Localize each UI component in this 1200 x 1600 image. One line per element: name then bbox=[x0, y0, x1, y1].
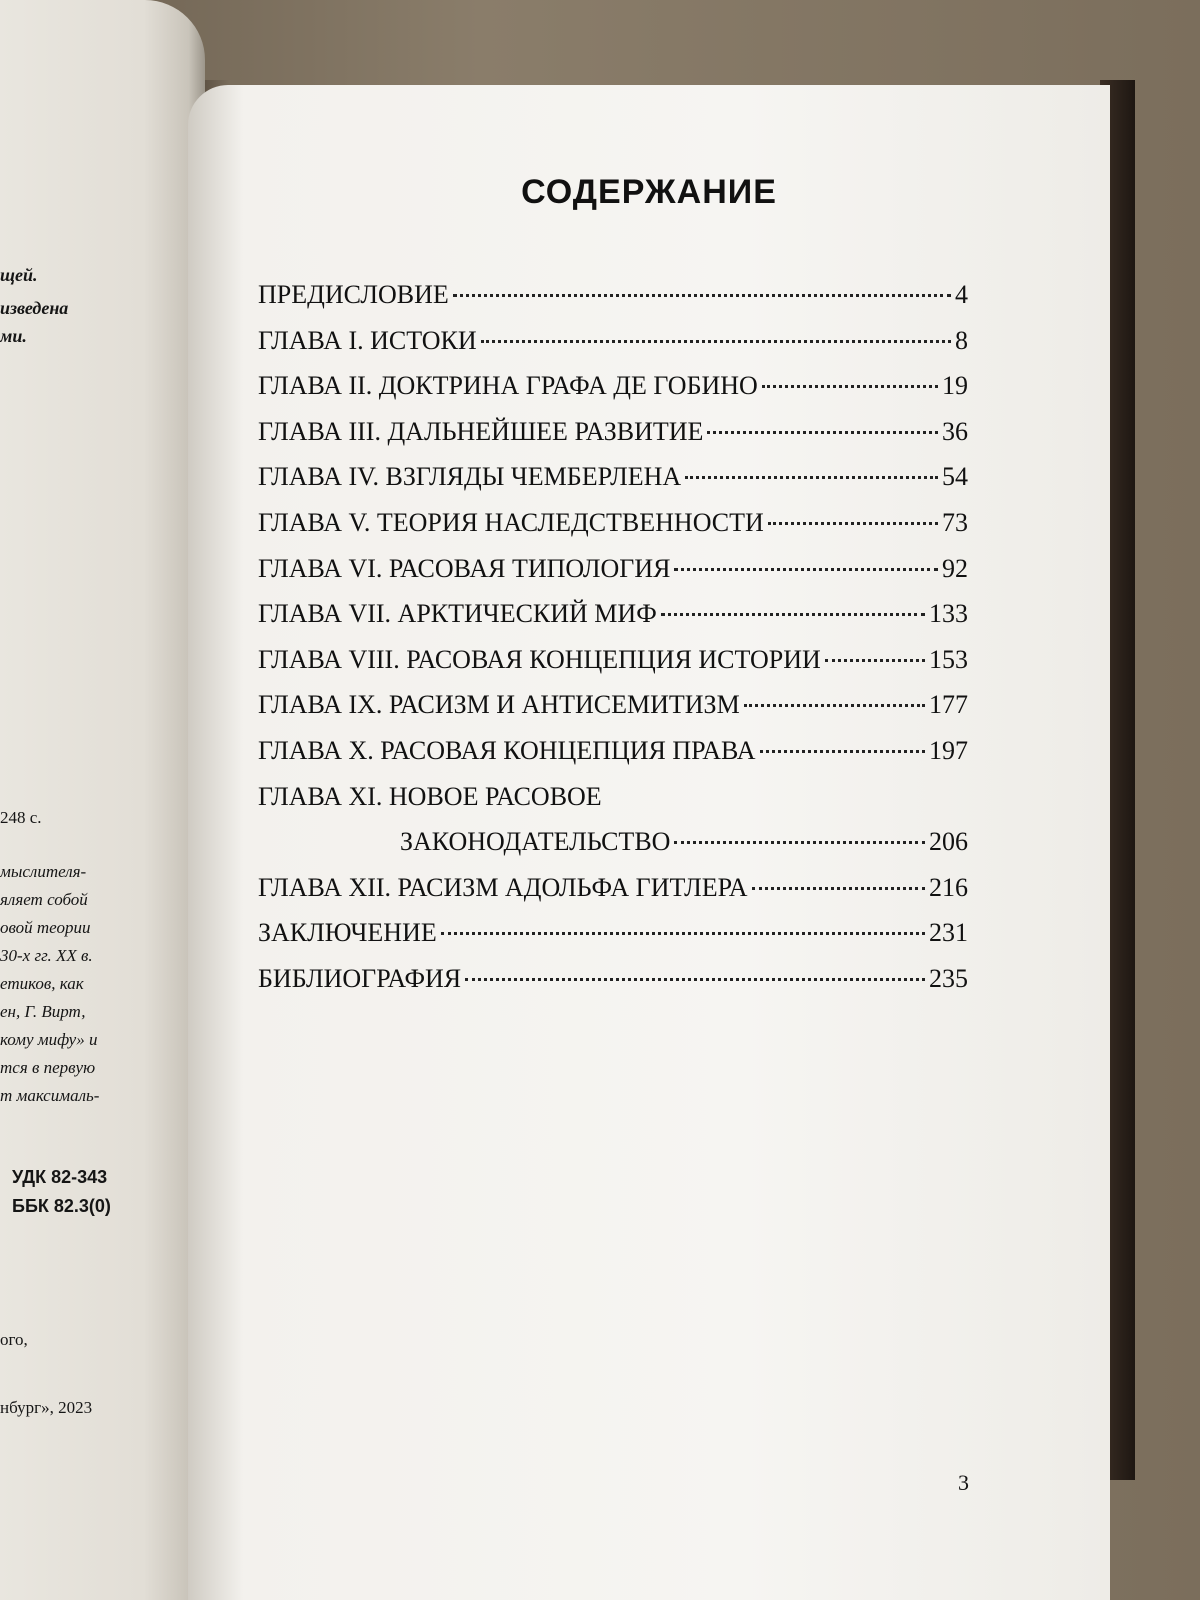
toc-page: 235 bbox=[929, 963, 968, 993]
toc-leader-dots bbox=[744, 704, 925, 707]
publisher-fragment: ого, bbox=[0, 1330, 28, 1349]
toc-entry bbox=[258, 782, 968, 828]
annotation-line: тся в первую bbox=[0, 1058, 96, 1077]
annotation-line: етиков, как bbox=[0, 974, 84, 993]
toc-page: 92 bbox=[942, 553, 968, 583]
toc-entry bbox=[258, 371, 968, 417]
toc-entry bbox=[258, 690, 968, 736]
toc-entry bbox=[258, 326, 968, 372]
udk-code: УДК 82-343 bbox=[12, 1167, 108, 1187]
toc-leader-dots bbox=[762, 385, 938, 388]
toc-entry bbox=[258, 599, 968, 645]
toc-entry bbox=[258, 508, 968, 554]
left-fragment: ми. bbox=[0, 326, 27, 346]
annotation-line: мыслителя- bbox=[0, 862, 87, 881]
toc-entry bbox=[258, 736, 968, 782]
toc-leader-dots bbox=[752, 887, 926, 890]
toc-leader-dots bbox=[707, 431, 938, 434]
toc-label: ЗАКОНОДАТЕЛЬСТВО bbox=[400, 827, 671, 857]
toc-page: 19 bbox=[942, 371, 968, 401]
toc-label: ПРЕДИСЛОВИЕ bbox=[258, 280, 449, 309]
toc-leader-dots bbox=[453, 294, 951, 297]
left-fragment: изведена bbox=[0, 298, 69, 318]
toc-entry bbox=[258, 964, 968, 1010]
toc-label: ГЛАВА XI. НОВОЕ РАСОВОЕ bbox=[258, 781, 602, 811]
toc-leader-dots bbox=[674, 841, 925, 844]
toc-leader-dots bbox=[441, 932, 925, 935]
toc-leader-dots bbox=[825, 659, 925, 662]
toc-label: ГЛАВА III. ДАЛЬНЕЙШЕЕ РАЗВИТИЕ bbox=[258, 416, 704, 446]
toc-leader-dots bbox=[465, 978, 925, 981]
annotation-line: ен, Г. Вирт, bbox=[0, 1002, 86, 1021]
toc-page: 231 bbox=[929, 918, 968, 948]
page-title: СОДЕРЖАНИЕ bbox=[521, 173, 777, 211]
left-fragment: щей. bbox=[0, 265, 38, 285]
toc-label: БИБЛИОГРАФИЯ bbox=[258, 963, 462, 993]
right-page bbox=[188, 85, 1110, 1600]
toc-label: ГЛАВА X. РАСОВАЯ КОНЦЕПЦИЯ ПРАВА bbox=[258, 735, 756, 765]
annotation-line: овой теории bbox=[0, 918, 91, 937]
annotation-line: яляет собой bbox=[0, 890, 88, 909]
toc-label: ГЛАВА XII. РАСИЗМ АДОЛЬФА ГИТЛЕРА bbox=[258, 872, 748, 902]
toc-entry bbox=[258, 827, 968, 873]
annotation-line: кому мифу» и bbox=[0, 1030, 98, 1049]
toc-page: 216 bbox=[929, 872, 968, 902]
toc-entry bbox=[258, 280, 968, 326]
page-number: 3 bbox=[958, 1470, 969, 1495]
toc-leader-dots bbox=[760, 750, 925, 753]
toc-page: 206 bbox=[929, 827, 968, 857]
toc-label: ГЛАВА VII. АРКТИЧЕСКИЙ МИФ bbox=[258, 599, 657, 629]
left-page bbox=[0, 0, 205, 1600]
toc-page: 133 bbox=[929, 599, 968, 629]
toc-page: 8 bbox=[955, 325, 968, 355]
publisher-city-year: нбург», 2023 bbox=[0, 1398, 93, 1417]
toc-leader-dots bbox=[661, 613, 925, 616]
table-of-contents bbox=[258, 280, 968, 1010]
toc-label: ГЛАВА I. ИСТОКИ bbox=[258, 325, 477, 355]
toc-entry bbox=[258, 554, 968, 600]
toc-page: 36 bbox=[942, 416, 968, 446]
toc-entry bbox=[258, 918, 968, 964]
toc-label: ГЛАВА VIII. РАСОВАЯ КОНЦЕПЦИЯ ИСТОРИИ bbox=[258, 644, 821, 674]
annotation-line: 30-х гг. XX в. bbox=[0, 946, 93, 965]
toc-page: 54 bbox=[942, 462, 968, 492]
toc-label: ГЛАВА V. ТЕОРИЯ НАСЛЕДСТВЕННОСТИ bbox=[258, 507, 764, 537]
toc-page: 73 bbox=[942, 507, 968, 537]
toc-page: 197 bbox=[929, 735, 968, 765]
annotation-line: т максималь- bbox=[0, 1086, 100, 1105]
page-count: 248 с. bbox=[0, 808, 42, 827]
toc-label: ГЛАВА VI. РАСОВАЯ ТИПОЛОГИЯ bbox=[258, 553, 671, 583]
toc-entry bbox=[258, 873, 968, 919]
toc-leader-dots bbox=[768, 522, 938, 525]
toc-leader-dots bbox=[481, 340, 951, 343]
toc-page: 4 bbox=[955, 280, 968, 309]
toc-label: ГЛАВА II. ДОКТРИНА ГРАФА ДЕ ГОБИНО bbox=[258, 371, 758, 401]
toc-leader-dots bbox=[674, 568, 938, 571]
toc-entry bbox=[258, 417, 968, 463]
toc-page: 177 bbox=[929, 690, 968, 720]
toc-label: ГЛАВА IV. ВЗГЛЯДЫ ЧЕМБЕРЛЕНА bbox=[258, 462, 682, 492]
toc-entry bbox=[258, 645, 968, 691]
toc-label: ЗАКЛЮЧЕНИЕ bbox=[258, 918, 437, 948]
toc-label: ГЛАВА IX. РАСИЗМ И АНТИСЕМИТИЗМ bbox=[258, 690, 740, 720]
toc-leader-dots bbox=[685, 476, 938, 479]
toc-entry bbox=[258, 462, 968, 508]
toc-page: 153 bbox=[929, 644, 968, 674]
bbk-code: ББК 82.3(0) bbox=[12, 1196, 111, 1216]
